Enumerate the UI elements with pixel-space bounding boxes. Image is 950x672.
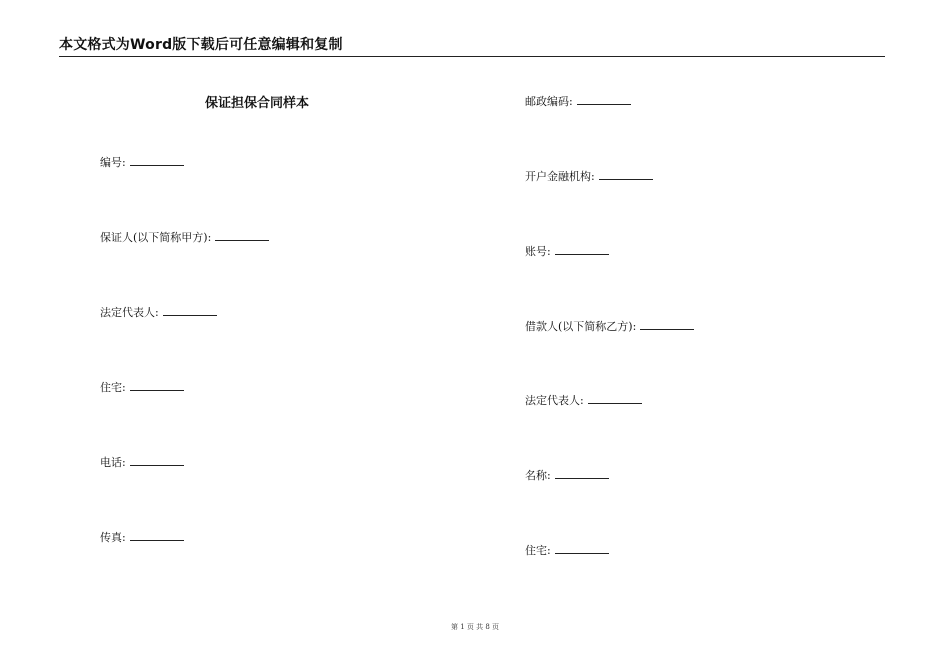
field-label: 开户金融机构: — [525, 170, 595, 183]
blank-line[interactable] — [215, 231, 269, 241]
field-fax — [100, 529, 184, 545]
blank-line[interactable] — [163, 306, 217, 316]
blank-line[interactable] — [555, 469, 609, 479]
field-bank — [525, 168, 653, 184]
blank-line[interactable] — [130, 156, 184, 166]
field-label: 借款人(以下简称乙方): — [525, 320, 637, 333]
field-number — [100, 154, 184, 170]
blank-line[interactable] — [640, 320, 694, 330]
field-residence-b — [525, 542, 609, 558]
field-label: 保证人(以下简称甲方): — [100, 231, 212, 244]
field-label: 住宅: — [100, 381, 126, 394]
page-header — [59, 34, 885, 57]
document-title: 保证担保合同样本 — [205, 96, 310, 111]
field-label: 电话: — [100, 456, 126, 469]
field-label: 法定代表人: — [100, 306, 159, 319]
field-legal-representative-b — [525, 392, 642, 408]
field-label: 传真: — [100, 531, 126, 544]
blank-line[interactable] — [130, 381, 184, 391]
blank-line[interactable] — [555, 544, 609, 554]
field-name — [525, 467, 609, 483]
blank-line[interactable] — [577, 95, 631, 105]
field-account — [525, 243, 609, 259]
page-footer: 第 1 页 共 8 页 — [450, 623, 500, 631]
blank-line[interactable] — [130, 456, 184, 466]
blank-line[interactable] — [588, 394, 642, 404]
field-label: 住宅: — [525, 544, 551, 557]
field-label: 法定代表人: — [525, 394, 584, 407]
header-text: 本文格式为Word版下载后可任意编辑和复制 — [59, 37, 343, 53]
blank-line[interactable] — [130, 531, 184, 541]
field-guarantor — [100, 229, 269, 245]
field-label: 名称: — [525, 469, 551, 482]
field-label: 邮政编码: — [525, 95, 573, 108]
field-postal-code — [525, 93, 631, 109]
field-label: 账号: — [525, 245, 551, 258]
field-borrower — [525, 318, 694, 334]
field-legal-representative — [100, 304, 217, 320]
field-phone — [100, 454, 184, 470]
field-label: 编号: — [100, 156, 126, 169]
blank-line[interactable] — [555, 245, 609, 255]
blank-line[interactable] — [599, 170, 653, 180]
field-residence — [100, 379, 184, 395]
